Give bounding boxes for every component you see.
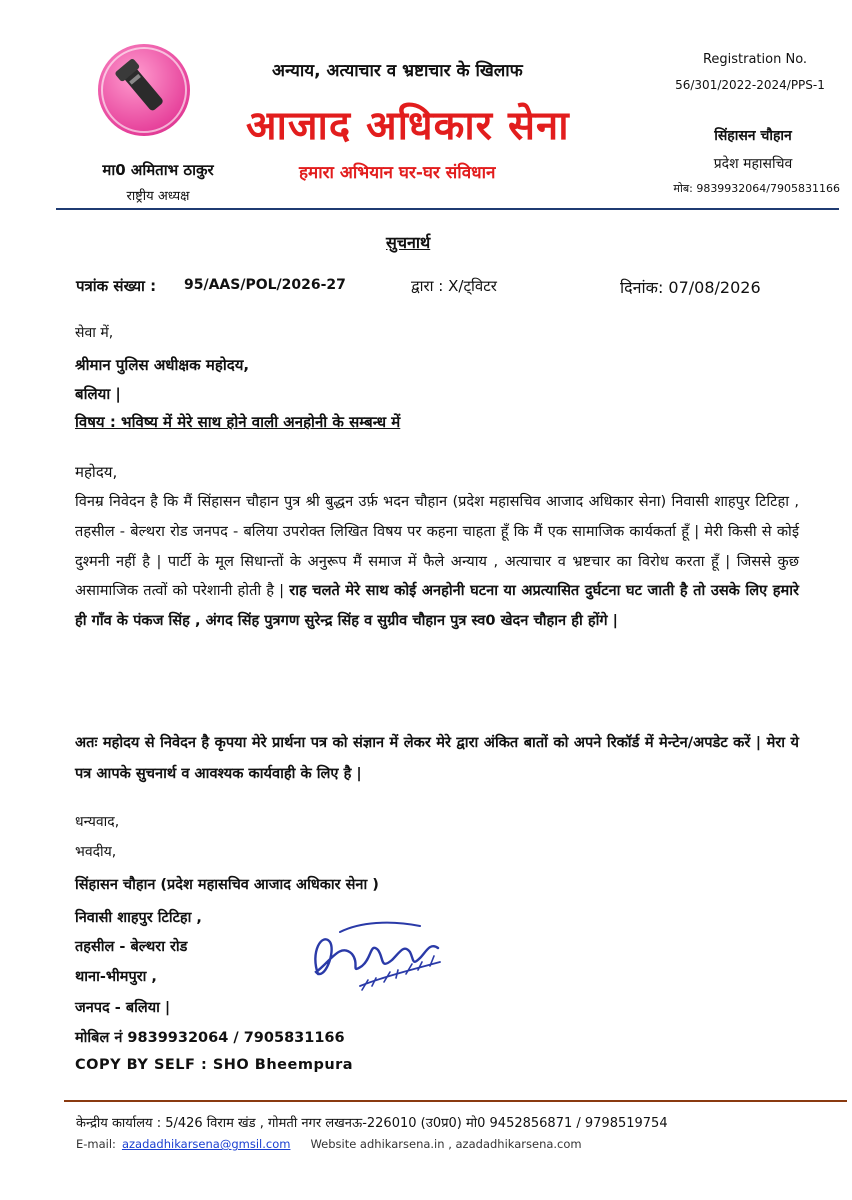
sender-mobile: मोबिल नं 9839932064 / 7905831166 — [75, 1030, 345, 1046]
recipient-line-1: सेवा में, — [75, 325, 114, 341]
header-divider — [56, 208, 839, 210]
reference-label: पत्रांक संख्या : — [76, 277, 157, 295]
closing-thanks: धन्यवाद, — [75, 814, 120, 830]
organization-name: आजाद अधिकार सेना — [246, 103, 570, 149]
closing-yours: भवदीय, — [75, 844, 117, 860]
secretary-name: सिंहासन चौहान — [714, 128, 792, 144]
motto: हमारा अभियान घर-घर संविधान — [299, 163, 496, 183]
president-role: राष्ट्रीय अध्यक्ष — [126, 189, 190, 204]
contact-line — [76, 1137, 582, 1151]
sender-name: सिंहासन चौहान (प्रदेश महासचिव आजाद अधिकार सेना ) — [75, 877, 379, 893]
recipient-line-2: श्रीमान पुलिस अधीक्षक महोदय, — [75, 356, 250, 374]
recipient-line-3: बलिया | — [75, 385, 121, 403]
body-paragraph-1 — [75, 487, 799, 636]
registration-label: Registration No. — [702, 52, 808, 67]
handwritten-signature — [300, 912, 470, 1002]
president-name: मा0 अमिताभ ठाकुर — [102, 161, 214, 179]
sender-tehsil: तहसील - बेल्थरा रोड — [75, 939, 188, 955]
body-paragraph-1-bold: राह चलते मेरे साथ कोई अनहोनी घटना या अप्रत्यासित दुर्घटना घट जाती है तो उसके लिए हमारे ही गाँव के पंकज सिंह , अंगद सिंह पुत्रगण सुरेन्द्र सिंह व सुग्रीव चौहान पुत्र स्व0 खेदन चौहान ही होंगे | — [75, 582, 800, 630]
letter-date: दिनांक: 07/08/2026 — [620, 278, 761, 297]
footer-divider — [64, 1100, 847, 1102]
copy-to: COPY BY SELF : SHO Bheempura — [75, 1057, 354, 1073]
tagline: अन्याय, अत्याचार व भ्रष्टाचार के खिलाफ — [272, 61, 523, 81]
sent-via: द्वारा : X/ट्विटर — [411, 277, 497, 295]
organization-logo — [98, 44, 190, 136]
body-paragraph-1-text: विनम्र निवेदन है कि मैं सिंहासन चौहान पुत्र श्री बुद्धन उर्फ़ भदन चौहान (प्रदेश महासचिव आजाद अधिकार सेना) निवासी शाहपुर टिटिहा , तहसील - बेल्थरा रोड जनपद - बलिया उपरोक्त लिखित विषय पर कहना चाहता हूँ कि मैं एक सामाजिक कार्यकर्ता हूँ | मेरी किसी से कोई दुश्मनी नहीं है | पार्टी के मूल सिधान्तों के अनुरूप मैं समाज में फैले अन्याय , अत्याचार व भ्रष्टचार का विरोध करता हूँ | जिससे कुछ असामाजिक तत्वों को परेशानी होती है | — [75, 493, 800, 600]
subject-line: विषय : भविष्य में मेरे साथ होने वाली अनहोनी के सम्बन्ध में — [75, 413, 401, 431]
secretary-phone: मोब: 9839932064/7905831166 — [673, 182, 840, 195]
office-address: केन्द्रीय कार्यालय : 5/426 विराम खंड , गोमती नगर लखनऊ-226010 (उ0प्र0) मो0 9452856871 / 9798519754 — [76, 1116, 668, 1131]
sender-village: निवासी शाहपुर टिटिहा , — [75, 910, 202, 926]
body-paragraph-2: अतः महोदय से निवेदन है कृपया मेरे प्रार्थना पत्र को संज्ञान में लेकर मेरे द्वारा अंकित बातों को अपने रिकॉर्ड में मेन्टेन/अपडेट करें | मेरा ये पत्र आपके सुचनार्थ व आवश्यक कार्यवाही के लिए है | — [75, 734, 799, 782]
reference-number: 95/AAS/POL/2026-27 — [184, 277, 346, 293]
secretary-role: प्रदेश महासचिव — [713, 156, 793, 172]
notice-title: सुचनार्थ — [386, 233, 431, 252]
torch-icon — [98, 44, 190, 136]
website-text: Website adhikarsena.in , azadadhikarsena.com — [310, 1137, 582, 1151]
sender-police-station: थाना-भीमपुरा , — [75, 969, 157, 985]
email-label: E-mail: — [76, 1137, 116, 1151]
registration-number: 56/301/2022-2024/PPS-1 — [675, 78, 825, 92]
sender-district: जनपद - बलिया | — [75, 1000, 171, 1016]
salutation: महोदय, — [75, 463, 118, 481]
email-link[interactable]: azadadhikarsena@gmsil.com — [121, 1137, 291, 1151]
